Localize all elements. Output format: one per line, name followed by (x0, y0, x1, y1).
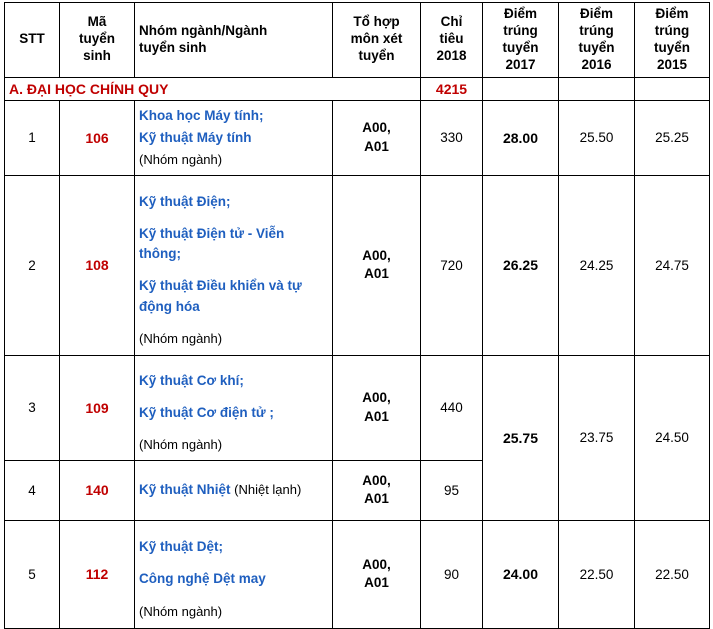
header-line: tuyển (358, 48, 395, 64)
nganh-note: (Nhiệt lạnh) (230, 481, 302, 497)
header-line: Chỉ (440, 14, 463, 30)
header-line: tuyển (578, 39, 615, 55)
row-nganh (135, 520, 333, 628)
row-chitieu: 720 (421, 175, 483, 355)
row-diem-2016: 25.50 (559, 100, 635, 175)
column-header-chi-tieu-2018 (421, 3, 483, 78)
header-line: môn xét (350, 31, 403, 47)
tohop-line: A00, (362, 390, 391, 406)
row-chitieu: 330 (421, 100, 483, 175)
tohop-line: A00, (362, 120, 391, 136)
header-line: trúng (579, 22, 614, 38)
row-stt: 3 (5, 355, 60, 460)
section-row (5, 77, 710, 100)
header-line: trúng (503, 22, 538, 38)
row-chitieu: 95 (421, 460, 483, 520)
header-line: Tổ hợp (353, 14, 400, 30)
row-tohop (333, 355, 421, 460)
column-header-diem-2015 (635, 3, 710, 78)
header-line: Nhóm ngành/Ngành (139, 22, 268, 38)
tohop-line: A01 (364, 408, 389, 424)
tohop-line: A01 (364, 491, 389, 506)
row-diem-2015: 24.50 (635, 355, 710, 520)
row-nganh (135, 175, 333, 355)
tohop-line: A01 (364, 266, 389, 281)
table-row (5, 100, 710, 175)
admissions-table (4, 2, 710, 629)
table-row (5, 520, 710, 628)
nganh-group-note: (Nhóm ngành) (139, 152, 223, 167)
header-line: 2016 (581, 56, 612, 72)
row-stt: 5 (5, 520, 60, 628)
section-empty-2017 (483, 77, 559, 100)
row-ma: 106 (60, 100, 135, 175)
row-tohop (333, 460, 421, 520)
row-nganh (135, 355, 333, 460)
column-header-to-hop-mon (333, 3, 421, 78)
header-line: trúng (654, 22, 690, 38)
nganh-line: Kỹ thuật Nhiệt (139, 481, 231, 497)
header-line: 2017 (505, 56, 536, 72)
nganh-line: Kỹ thuật Cơ khí; (139, 372, 244, 388)
header-line: tuyển (502, 39, 539, 55)
header-line: Điểm (503, 6, 537, 21)
row-nganh (135, 100, 333, 175)
row-tohop (333, 520, 421, 628)
table-header (5, 3, 710, 78)
row-stt: 1 (5, 100, 60, 175)
column-header-diem-2016 (559, 3, 635, 78)
header-row (5, 3, 710, 78)
row-ma: 140 (60, 460, 135, 520)
nganh-line: Kỹ thuật Máy tính (139, 129, 252, 145)
header-line: tuyển (78, 31, 115, 47)
nganh-line: Khoa học Máy tính; (139, 107, 264, 123)
table-body (5, 77, 710, 628)
column-header-nganh (135, 3, 333, 78)
tohop-line: A00, (362, 472, 391, 488)
tohop-line: A00, (362, 556, 391, 572)
row-ma: 112 (60, 520, 135, 628)
row-nganh (135, 460, 333, 520)
header-line: tiêu (439, 31, 464, 47)
nganh-group-note: (Nhóm ngành) (139, 437, 223, 452)
row-diem-2015: 22.50 (635, 520, 710, 628)
nganh-line: Kỹ thuật Điện tử - Viễn thông; (139, 225, 285, 262)
row-tohop (333, 175, 421, 355)
row-ma: 109 (60, 355, 135, 460)
row-diem-2015: 25.25 (635, 100, 710, 175)
header-text: STT (19, 31, 45, 47)
nganh-line: Kỹ thuật Điện; (139, 193, 231, 209)
tohop-line: A01 (364, 575, 389, 590)
table-row (5, 355, 710, 460)
section-quota: 4215 (421, 77, 483, 100)
header-line: 2018 (436, 48, 467, 64)
row-diem-2016: 23.75 (559, 355, 635, 520)
header-line: tuyển (653, 39, 690, 55)
row-chitieu: 440 (421, 355, 483, 460)
nganh-line: Kỹ thuật Điều khiển và tự động hóa (139, 278, 302, 314)
header-line: Điểm (655, 6, 689, 21)
row-chitieu: 90 (421, 520, 483, 628)
row-diem-2017: 24.00 (483, 520, 559, 628)
column-header-ma-tuyen-sinh (60, 3, 135, 78)
nganh-group-note: (Nhóm ngành) (139, 330, 223, 346)
header-line: Điểm (579, 6, 613, 21)
header-line: tuyển sinh (139, 39, 207, 55)
nganh-group-note: (Nhóm ngành) (139, 603, 223, 619)
row-diem-2017: 28.00 (483, 100, 559, 175)
header-line: 2015 (656, 56, 688, 72)
section-empty-2015 (635, 77, 710, 100)
table-row (5, 175, 710, 355)
tohop-line: A00, (362, 247, 391, 263)
row-stt: 4 (5, 460, 60, 520)
row-tohop (333, 100, 421, 175)
row-diem-2017: 26.25 (483, 175, 559, 355)
row-diem-2016: 22.50 (559, 520, 635, 628)
row-stt: 2 (5, 175, 60, 355)
column-header-stt (5, 3, 60, 78)
nganh-line: Kỹ thuật Cơ điện tử ; (139, 404, 274, 420)
header-line: Mã (87, 14, 107, 30)
section-label: A. ĐẠI HỌC CHÍNH QUY (5, 77, 421, 100)
nganh-line: Công nghệ Dệt may (139, 571, 266, 587)
nganh-line: Kỹ thuật Dệt; (139, 539, 223, 554)
row-diem-2017: 25.75 (483, 355, 559, 520)
header-line: sinh (83, 48, 111, 64)
row-diem-2015: 24.75 (635, 175, 710, 355)
section-empty-2016 (559, 77, 635, 100)
row-diem-2016: 24.25 (559, 175, 635, 355)
column-header-diem-2017 (483, 3, 559, 78)
tohop-line: A01 (364, 138, 389, 154)
row-ma: 108 (60, 175, 135, 355)
